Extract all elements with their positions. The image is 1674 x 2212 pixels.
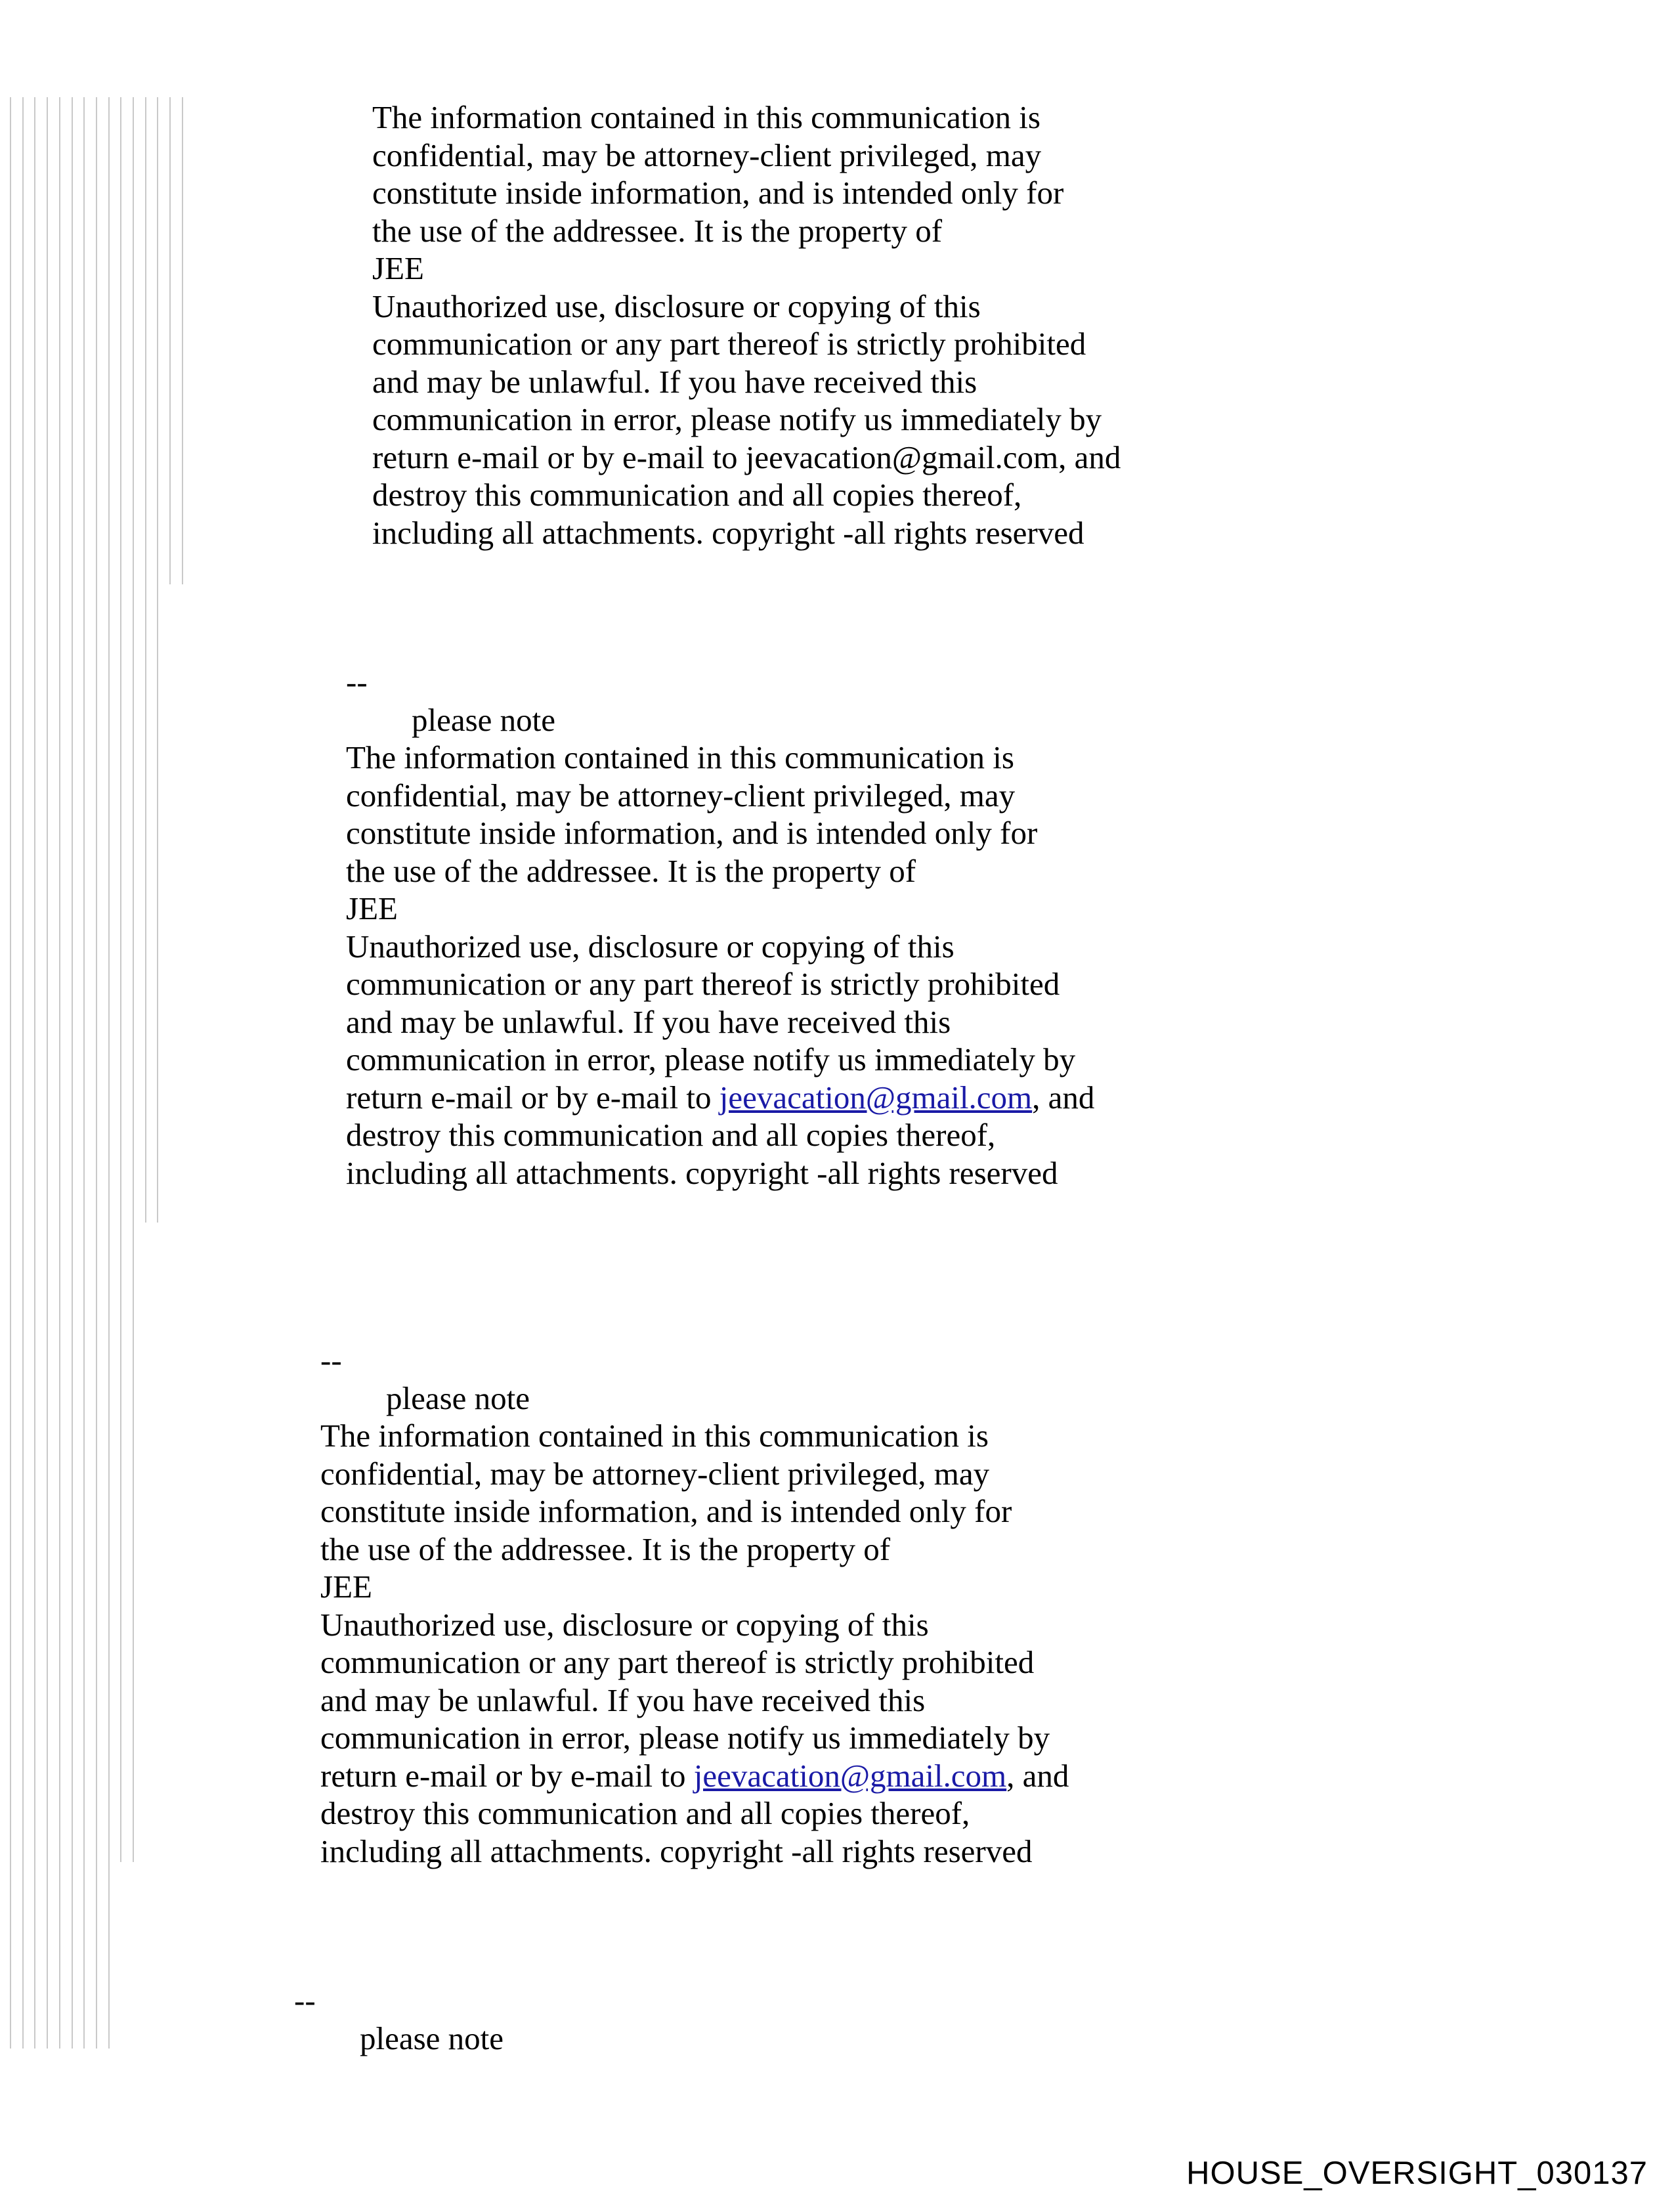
notice-line: and may be unlawful. If you have received this — [372, 363, 977, 400]
notice-line: constitute inside information, and is intended only for — [372, 175, 1064, 211]
notice-line: the use of the addressee. It is the property of — [372, 212, 943, 249]
quote-rule — [83, 97, 85, 2049]
signature-separator: -- — [294, 1982, 316, 2018]
quote-rule — [182, 97, 183, 584]
notice-line: Unauthorized use, disclosure or copying of this — [320, 1606, 929, 1643]
please-note: please note — [412, 701, 556, 738]
notice-line: return e-mail or by e-mail to jeevacation@gmail.com, and — [346, 1079, 1095, 1116]
email-link[interactable]: jeevacation@gmail.com — [693, 1757, 1007, 1794]
notice-line: including all attachments. copyright -all rights reserved — [372, 514, 1084, 551]
quote-rule — [10, 97, 11, 2049]
notice-line: The information contained in this communication is — [346, 739, 1014, 775]
notice-line: including all attachments. copyright -all rights reserved — [320, 1832, 1033, 1869]
notice-line: destroy this communication and all copies thereof, — [320, 1795, 970, 1831]
notice-line: constitute inside information, and is intended only for — [320, 1493, 1012, 1529]
notice-line: communication in error, please notify us immediately by — [320, 1720, 1050, 1756]
notice-line: The information contained in this communication is — [372, 99, 1041, 135]
notice-line: communication in error, please notify us immediately by — [372, 401, 1102, 437]
notice-line: constitute inside information, and is intended only for — [346, 815, 1038, 851]
quote-rule — [169, 97, 171, 584]
notice-line: Unauthorized use, disclosure or copying of this — [346, 928, 955, 965]
quote-rule — [72, 97, 73, 2049]
quote-rule — [145, 97, 146, 1223]
quote-rule — [133, 97, 134, 1862]
quote-rule — [47, 97, 48, 2049]
notice-line: destroy this communication and all copies thereof, — [346, 1117, 996, 1153]
notice-line: confidential, may be attorney-client privileged, may — [320, 1455, 990, 1492]
please-note: please note — [360, 2020, 504, 2056]
signature-block-4 — [294, 1982, 504, 2057]
disclaimer-block-2 — [346, 663, 1094, 1192]
quote-rule — [22, 97, 24, 2049]
notice-line: communication in error, please notify us immediately by — [346, 1041, 1076, 1077]
quote-rule — [157, 97, 158, 1223]
notice-line: return e-mail or by e-mail to jeevacation@gmail.com, and — [372, 439, 1121, 475]
notice-line: the use of the addressee. It is the property of — [346, 852, 916, 889]
notice-line: JEE — [372, 250, 424, 286]
notice-line: communication or any part thereof is strictly prohibited — [346, 966, 1060, 1002]
quote-rule — [120, 97, 121, 1862]
bates-footer: HOUSE_OVERSIGHT_030137 — [1186, 2156, 1648, 2191]
signature-separator: -- — [320, 1342, 342, 1378]
notice-line: communication or any part thereof is strictly prohibited — [372, 326, 1086, 362]
notice-line: and may be unlawful. If you have received this — [320, 1681, 926, 1718]
quote-rule — [108, 97, 110, 2049]
notice-line: confidential, may be attorney-client privileged, may — [372, 137, 1042, 173]
quote-rule — [34, 97, 35, 2049]
notice-line: JEE — [346, 890, 398, 926]
notice-line: return e-mail or by e-mail to jeevacation@gmail.com, and — [320, 1757, 1069, 1794]
notice-line: communication or any part thereof is strictly prohibited — [320, 1644, 1035, 1680]
signature-separator: -- — [346, 664, 368, 700]
disclaimer-block-3 — [320, 1341, 1069, 1870]
email-link[interactable]: jeevacation@gmail.com — [719, 1079, 1033, 1116]
quote-rule — [96, 97, 97, 2049]
notice-line: The information contained in this communication is — [320, 1418, 989, 1454]
notice-line: including all attachments. copyright -all rights reserved — [346, 1154, 1058, 1191]
notice-line: the use of the addressee. It is the property of — [320, 1530, 891, 1567]
disclaimer-block-1 — [372, 98, 1121, 552]
notice-line: confidential, may be attorney-client privileged, may — [346, 777, 1016, 813]
notice-line: Unauthorized use, disclosure or copying of this — [372, 288, 981, 324]
notice-line: JEE — [320, 1569, 372, 1605]
notice-line: and may be unlawful. If you have received this — [346, 1003, 951, 1040]
quote-rule — [59, 97, 60, 2049]
email-address: jeevacation@gmail.com — [745, 439, 1059, 475]
please-note: please note — [386, 1379, 530, 1416]
notice-line: destroy this communication and all copies thereof, — [372, 477, 1022, 513]
